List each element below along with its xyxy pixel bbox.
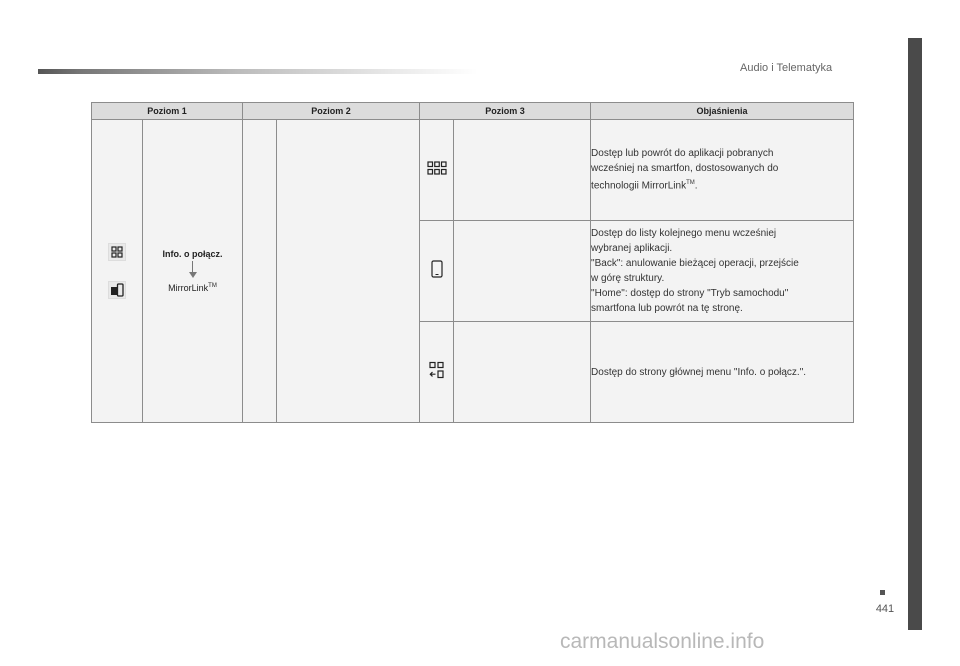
section-title: Audio i Telematyka <box>740 62 833 74</box>
level3-text-cell <box>454 322 591 423</box>
side-tab-bar <box>908 38 922 630</box>
header-explanations: Objaśnienia <box>591 103 854 120</box>
header-level-2: Poziom 2 <box>243 103 420 120</box>
menu-table <box>91 102 854 423</box>
arrow-down-icon <box>143 261 242 281</box>
connect-app-icon <box>108 243 126 261</box>
level2-icon-cell <box>243 120 277 423</box>
description-cell: Dostęp lub powrót do aplikacji pobranych wcześniej na smartfon, dostosowanych do technologii MirrorLink™. <box>591 120 854 221</box>
connect-home-icon <box>428 361 446 379</box>
table-header-row <box>92 103 854 120</box>
page-number: 441 <box>875 603 895 615</box>
level3-text-cell <box>454 120 591 221</box>
level1-text-cell <box>143 120 243 423</box>
smartphone-icon <box>431 260 443 278</box>
header-level-3: Poziom 3 <box>420 103 591 120</box>
header-level-1: Poziom 1 <box>92 103 243 120</box>
level1-title: Info. o połącz. <box>162 249 223 259</box>
header-gradient-bar <box>38 69 478 74</box>
description-cell: Dostęp do listy kolejnego menu wcześniej wybranej aplikacji. "Back": anulowanie bieżącej operacji, przejście w górę struktury. "Home": dostęp do strony "Tryb samochodu" smartfona lub powrót na tę stronę. <box>591 221 854 322</box>
app-grid-icon <box>427 161 447 175</box>
level3-icon-cell <box>420 120 454 221</box>
level3-icon-cell <box>420 322 454 423</box>
level2-text-cell <box>277 120 420 423</box>
description-cell: Dostęp do strony głównej menu "Info. o połącz.". <box>591 322 854 423</box>
level3-icon-cell <box>420 221 454 322</box>
table-row <box>92 120 854 221</box>
level1-icon-cell <box>92 120 143 423</box>
mirrorlink-icon <box>108 281 126 299</box>
level3-text-cell <box>454 221 591 322</box>
watermark: carmanualsonline.info <box>560 630 765 653</box>
level1-subtitle: MirrorLink™ <box>168 283 217 293</box>
page-marker <box>880 590 885 595</box>
